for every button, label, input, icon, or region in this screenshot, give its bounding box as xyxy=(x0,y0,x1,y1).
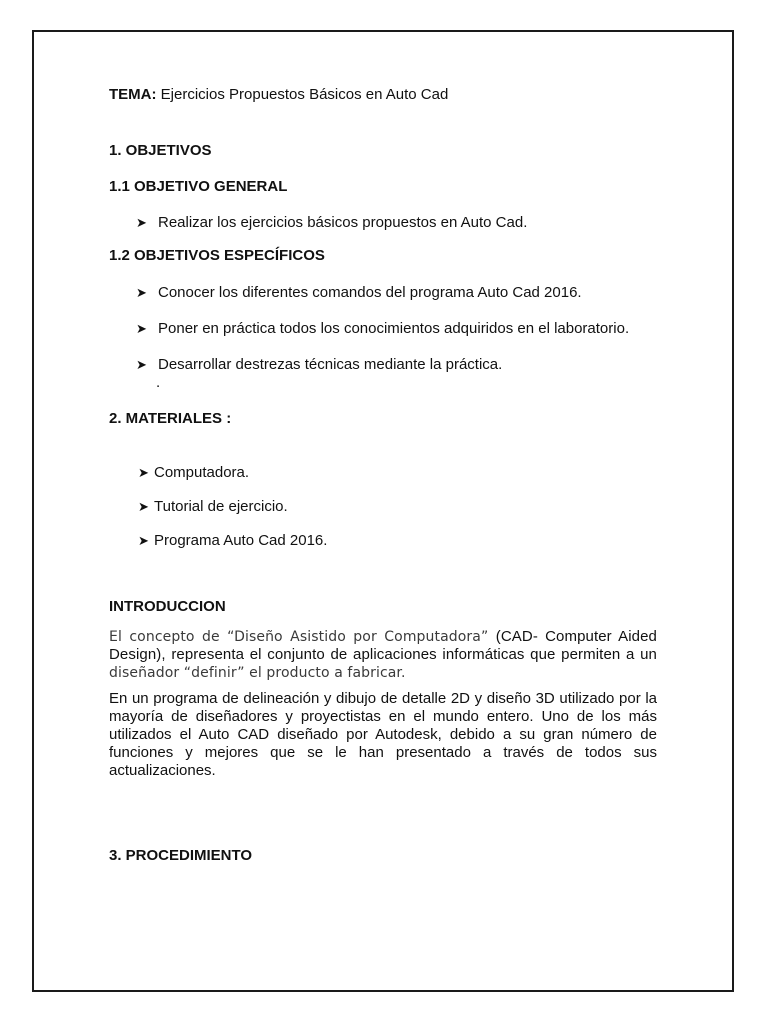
arrowhead-bullet-icon: ➤ xyxy=(136,215,147,230)
arrowhead-bullet-icon: ➤ xyxy=(136,285,147,300)
procedimiento-heading: 3. PROCEDIMIENTO xyxy=(109,847,253,864)
materiales-item-text: Computadora. xyxy=(154,464,250,481)
objetivo-especifico-item xyxy=(136,284,582,302)
objetivo-especifico-item-text: Poner en práctica todos los conocimientos adquiridos en el laboratorio. xyxy=(158,320,630,337)
tema-value: Ejercicios Propuestos Básicos en Auto Cad xyxy=(160,86,449,103)
arrowhead-bullet-icon: ➤ xyxy=(138,533,149,548)
objetivo-especifico-item xyxy=(136,320,629,338)
materiales-item-text: Tutorial de ejercicio. xyxy=(154,498,288,515)
arrowhead-bullet-icon: ➤ xyxy=(138,465,149,480)
materiales-item xyxy=(138,532,327,550)
introduccion-paragraph-1 xyxy=(109,628,657,682)
materiales-item-text: Programa Auto Cad 2016. xyxy=(154,532,328,549)
materiales-item xyxy=(138,498,288,516)
objetivo-especifico-item-text: Conocer los diferentes comandos del programa Auto Cad 2016. xyxy=(158,284,582,301)
objetivos-especificos-heading: 1.2 OBJETIVOS ESPECÍFICOS xyxy=(109,247,325,264)
materiales-heading: 2. MATERIALES : xyxy=(109,410,232,427)
tema-line xyxy=(109,86,448,104)
introduccion-p1-end: diseñador “definir” el producto a fabricar. xyxy=(109,665,406,681)
arrowhead-bullet-icon: ➤ xyxy=(138,499,149,514)
materiales-item xyxy=(138,464,249,482)
arrowhead-bullet-icon: ➤ xyxy=(136,357,147,372)
objetivo-especifico-item-text: Desarrollar destrezas técnicas mediante la práctica. xyxy=(158,356,503,373)
objetivo-general-item xyxy=(136,214,527,232)
introduccion-p1-mid: (CAD- Computer Aided Design), representa el conjunto de aplicaciones informáticas que permiten a un xyxy=(109,628,657,663)
introduccion-p1-start: El concepto de “Diseño Asistido por Computadora” xyxy=(109,629,489,645)
objetivos-heading: 1. OBJETIVOS xyxy=(109,142,212,159)
introduccion-heading: INTRODUCCION xyxy=(109,598,226,615)
trailing-dot: . xyxy=(156,374,161,391)
objetivo-general-heading: 1.1 OBJETIVO GENERAL xyxy=(109,178,288,195)
introduccion-paragraph-2: En un programa de delineación y dibujo de detalle 2D y diseño 3D utilizado por la mayoría de diseñadores y proyectistas en el mundo entero. Uno de los más utilizados el Auto CAD diseñado por Autodesk, debido a su gran número de funciones y mejores que se le han presentado a través de todos sus actualizaciones. xyxy=(109,690,657,779)
tema-label: TEMA: xyxy=(109,86,157,103)
objetivo-general-item-text: Realizar los ejercicios básicos propuestos en Auto Cad. xyxy=(158,214,528,231)
arrowhead-bullet-icon: ➤ xyxy=(136,321,147,336)
objetivo-especifico-item xyxy=(136,356,502,374)
